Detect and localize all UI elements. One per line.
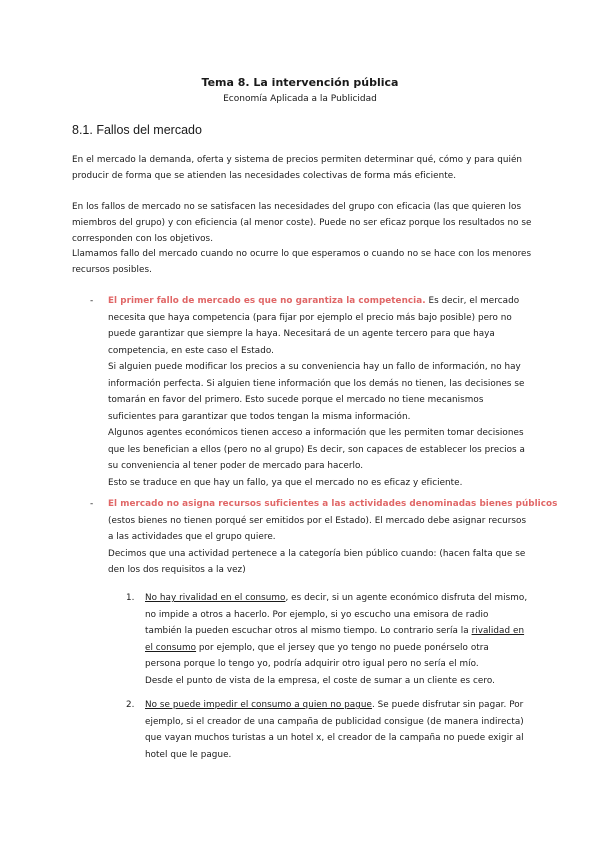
bullet-1-line: Esto se traduce en que hay un fallo, ya que el mercado no es eficaz y eficiente.	[108, 477, 463, 488]
bullet-1-line-1	[108, 293, 525, 310]
item-1-line-5: persona porque lo tengo yo, podría adquirir otro igual pero no sería el mío.	[145, 659, 479, 669]
bullet-marker-2: -	[90, 499, 94, 509]
item-2-lead: No se puede impedir el consumo a quien no pague	[145, 700, 372, 710]
bullet-marker-1: -	[90, 296, 94, 306]
item-1-line-4-text: por ejemplo, que el jersey que yo tengo no puede ponérselo otra	[196, 642, 489, 653]
item-1-line-2: no impide a otros a hacerlo. Por ejemplo, si yo escucho una emisora de radio	[145, 609, 489, 620]
item-2-lead-rest: . Se puede disfrutar sin pagar. Por	[371, 700, 524, 710]
bullet-1-line: competencia, en este caso el Estado.	[108, 345, 274, 356]
bullet-1	[108, 293, 525, 491]
bullet-1-line: puede garantizar que siempre la haya. Necesitará de un agente tercero para que haya	[108, 329, 495, 339]
bullet-1-lead-rest: Es decir, el mercado	[425, 296, 520, 306]
item-1-line-6: Desde el punto de vista de la empresa, el coste de sumar a un cliente es cero.	[145, 675, 495, 686]
bullet-1-line: suficientes para garantizar que todos tengan la misma información.	[108, 411, 411, 422]
item-1-line-3	[145, 623, 527, 640]
bullet-2-lead: El mercado no asigna recursos suficientes a las actividades denominadas bienes públicos	[108, 499, 558, 509]
intro-paragraph-1: En el mercado la demanda, oferta y sistema de precios permiten determinar qué, cómo y para quién producir de forma que se atienden las necesidades colectivas de forma más eficiente.	[72, 155, 523, 181]
bullet-1-line: Si alguien puede modificar los precios a su conveniencia hay un fallo de información, no hay	[108, 362, 521, 372]
bullet-2	[108, 496, 557, 579]
numbered-item-2	[145, 697, 524, 763]
item-1-line-1	[145, 590, 527, 607]
bullet-1-line: tomarán en favor del primero. Esto sucede porque el mercado no tiene mecanismos	[108, 395, 484, 405]
document-title: Tema 8. La intervención pública	[201, 76, 399, 89]
bullet-1-line: que les benefician a ellos (pero no al grupo) Es decir, son capaces de establecer los precios a	[108, 444, 525, 455]
section-heading: 8.1. Fallos del mercado	[72, 123, 202, 137]
intro-paragraph-3: Llamamos fallo del mercado cuando no ocurre lo que esperamos o cuando no se hace con los menores recursos posibles.	[72, 249, 532, 275]
item-1-line-3-text: también la pueden escuchar otros al mismo tiempo. Lo contrario sería la	[145, 626, 472, 636]
bullet-1-line: su conveniencia al tener poder de mercado para hacerlo.	[108, 461, 364, 471]
bullet-1-line: Algunos agentes económicos tienen acceso a información que les permiten tomar decisiones	[108, 428, 524, 438]
item-2-line-4: hotel que le pague.	[145, 749, 232, 760]
bullet-1-line: necesita que haya competencia (para fijar por ejemplo el precio más bajo posible) pero no	[108, 312, 512, 323]
bullet-2-line: a las actividades que el grupo quiere.	[108, 532, 276, 542]
bullet-1-line: información perfecta. Si alguien tiene información que los demás no tienen, las decisiones se	[108, 378, 525, 389]
item-1-lead-rest: , es decir, si un agente económico disfruta del mismo,	[285, 593, 528, 603]
item-2-number: 2.	[126, 700, 135, 710]
item-2-line-2: ejemplo, si el creador de una campaña de publicidad consigue (de manera indirecta)	[145, 716, 524, 727]
bullet-2-line: den los dos requisitos a la vez)	[108, 565, 246, 575]
numbered-item-1	[145, 590, 527, 689]
item-1-line-4	[145, 640, 527, 657]
item-1-number: 1.	[126, 593, 135, 603]
intro-paragraph-2: En los fallos de mercado no se satisfacen las necesidades del grupo con eficacia (las que quieren los miembros del grupo) y con eficiencia (al menor coste). Puede no ser eficaz porque los resultados no se corresponden con los objetivos.	[72, 202, 532, 244]
item-2-line-1	[145, 697, 524, 714]
bullet-1-lead: El primer fallo de mercado es que no garantiza la competencia.	[108, 296, 426, 306]
item-1-term-part-2: el consumo	[145, 642, 197, 653]
bullet-2-line: Decimos que una actividad pertenece a la categoría bien público cuando: (hacen falta que se	[108, 548, 526, 559]
item-2-line-3: que vayan muchos turistas a un hotel x, el creador de la campaña no puede exigir al	[145, 733, 524, 743]
item-1-term-part-1: rivalidad en	[471, 626, 525, 636]
document-subtitle: Economía Aplicada a la Publicidad	[223, 94, 377, 104]
bullet-2-line: (estos bienes no tienen porqué ser emitidos por el Estado). El mercado debe asignar recursos	[108, 515, 527, 526]
item-1-lead: No hay rivalidad en el consumo	[145, 593, 286, 603]
